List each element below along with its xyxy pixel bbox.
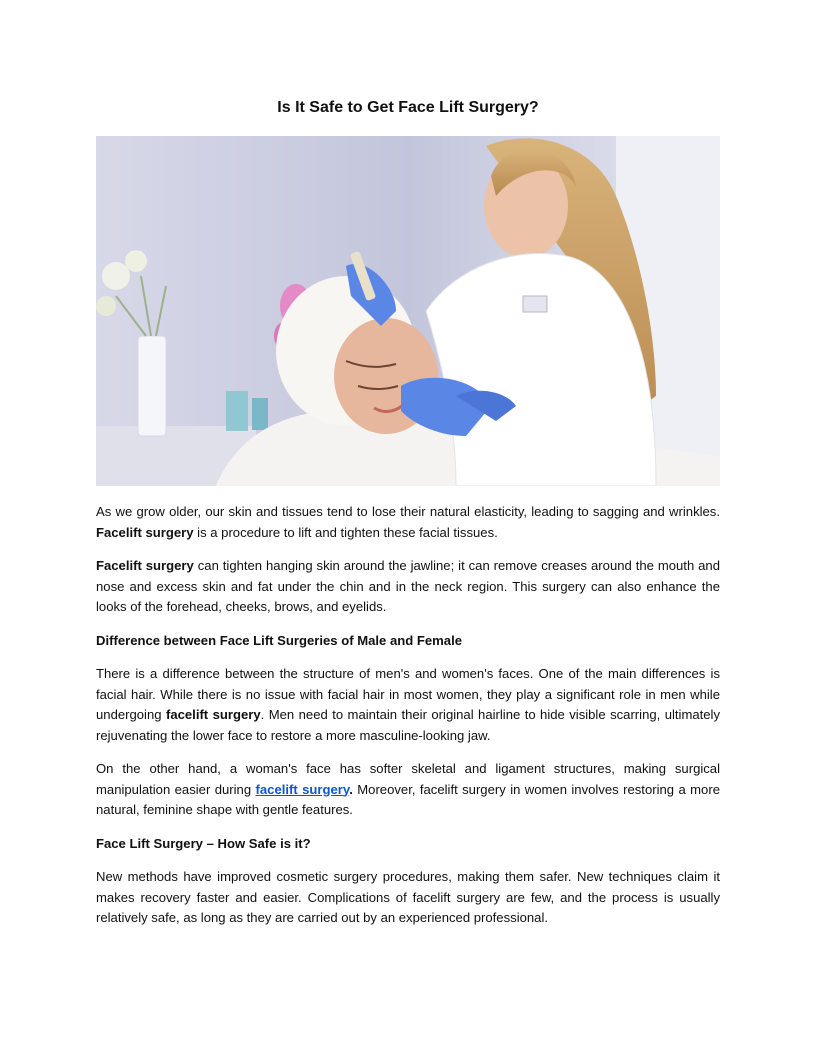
section-heading-difference: Difference between Face Lift Surgeries of Male and Female xyxy=(96,632,463,648)
page-title: Is It Safe to Get Face Lift Surgery? xyxy=(277,99,539,116)
paragraph-safety: New methods have improved cosmetic surgery procedures, making them safer. New techniques claim it makes recovery faster and easier. Complications of facelift surgery are few, and the process is usually relatively safe, as long as they are carried out by an experienced professional. xyxy=(96,869,720,925)
paragraph-benefits: Facelift surgery can tighten hanging skin around the jawline; it can remove creases around the mouth and nose and excess skin and fat under the chin and in the neck region. This surgery can also enhance the looks of the forehead, cheeks, brows, and eyelids. xyxy=(96,558,721,614)
facial-treatment-photo-icon xyxy=(96,136,720,486)
paragraph-women: On the other hand, a woman's face has softer skeletal and ligament structures, making surgical manipulation easier during facelift surgery. Moreover, facelift surgery in women involves restoring a more natural, feminine shape with gentle features. xyxy=(96,761,720,817)
hero-image xyxy=(96,136,720,486)
paragraph-intro: As we grow older, our skin and tissues tend to lose their natural elasticity, leading to sagging and wrinkles. Facelift surgery is a procedure to lift and tighten these facial tissues. xyxy=(96,504,720,540)
article-body xyxy=(96,502,720,942)
paragraph-men: There is a difference between the structure of men's and women's faces. One of the main differences is facial hair. While there is no issue with facial hair in most women, they play a significant role in men while undergoing facelift surgery. Men need to maintain their original hairline to hide visible scarring, ultimately rejuvenating the lower face to restore a more masculine-looking jaw. xyxy=(96,666,721,743)
facelift-surgery-link[interactable]: facelift surgery xyxy=(255,781,350,797)
section-heading-safety: Face Lift Surgery – How Safe is it? xyxy=(96,835,311,851)
